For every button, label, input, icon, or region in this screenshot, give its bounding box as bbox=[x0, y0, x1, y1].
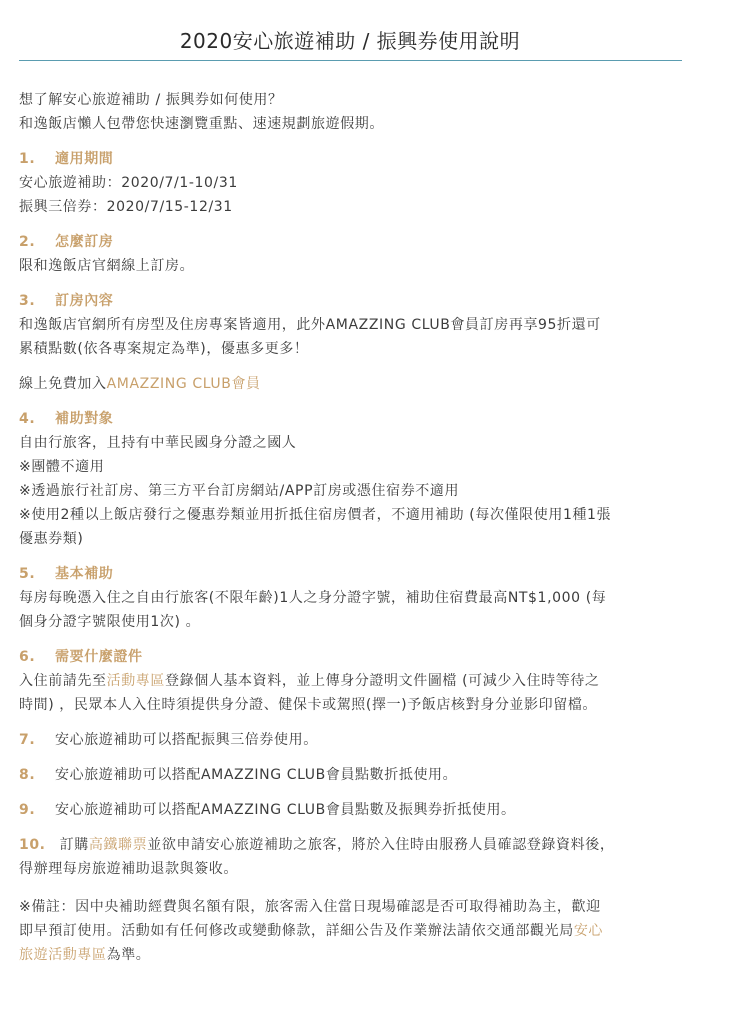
section-1-heading: 1. 適用期間 bbox=[19, 151, 114, 167]
join-club-link[interactable]: AMAZZING CLUB會員 bbox=[106, 376, 261, 392]
section-2-heading: 2. 怎麼訂房 bbox=[19, 234, 114, 250]
note-text: ※備註：因中央補助經費與名額有限，旅客需入住當日現場確認是否可取得補助為主，歡迎 bbox=[19, 899, 601, 915]
section-5-text: 個身分證字號限使用1次) 。 bbox=[19, 614, 201, 630]
title-divider bbox=[19, 60, 682, 61]
section-10: 10. 訂購高鐵聯票並欲申請安心旅遊補助之旅客，將於入住時由服務人員確認登錄資料後， bbox=[19, 837, 615, 853]
tourism-zone-link[interactable]: 安心 bbox=[573, 923, 604, 939]
section-10-text: 得辦理每房旅遊補助退款與簽收。 bbox=[19, 861, 238, 877]
section-4-text: ※透過旅行社訂房、第三方平台訂房網站/APP訂房或憑住宿券不適用 bbox=[19, 483, 460, 499]
note-text: 旅遊活動專區為準。 bbox=[19, 947, 151, 963]
section-5-heading: 5. 基本補助 bbox=[19, 566, 114, 582]
section-7: 7. 安心旅遊補助可以搭配振興三倍券使用。 bbox=[19, 732, 318, 748]
section-5-text: 每房每晚憑入住之自由行旅客(不限年齡)1人之身分證字號，補助住宿費最高NT$1,000 (每 bbox=[19, 590, 607, 606]
article-body bbox=[19, 88, 689, 967]
section-4-text: 優惠券類) bbox=[19, 531, 84, 547]
join-club-line: 線上免費加入AMAZZING CLUB會員 bbox=[19, 376, 261, 392]
section-4-text: ※使用2種以上飯店發行之優惠券類並用折抵住宿房價者，不適用補助 (每次僅限使用1種1張 bbox=[19, 507, 612, 523]
section-9: 9. 安心旅遊補助可以搭配AMAZZING CLUB會員點數及振興券折抵使用。 bbox=[19, 802, 516, 818]
activity-zone-link[interactable]: 活動專區 bbox=[106, 673, 166, 689]
section-3-heading: 3. 訂房內容 bbox=[19, 293, 114, 309]
tourism-zone-link[interactable]: 旅遊活動專區 bbox=[19, 947, 107, 963]
section-3-text: 累積點數(依各專案規定為準)，優惠多更多！ bbox=[19, 341, 309, 357]
section-1-text: 振興三倍券：2020/7/15-12/31 bbox=[19, 199, 233, 215]
intro-line: 和逸飯店懶人包帶您快速瀏覽重點、速速規劃旅遊假期。 bbox=[19, 116, 384, 132]
intro-line: 想了解安心旅遊補助 / 振興券如何使用？ bbox=[19, 92, 283, 108]
section-4-heading: 4. 補助對象 bbox=[19, 411, 114, 427]
section-6-text: 入住前請先至活動專區登錄個人基本資料，並上傳身分證明文件圖檔 (可減少入住時等待之 bbox=[19, 673, 600, 689]
hsr-package-link[interactable]: 高鐵聯票 bbox=[88, 837, 148, 853]
section-4-text: ※團體不適用 bbox=[19, 459, 105, 475]
section-6-heading: 6. 需要什麼證件 bbox=[19, 649, 143, 665]
section-8: 8. 安心旅遊補助可以搭配AMAZZING CLUB會員點數折抵使用。 bbox=[19, 767, 458, 783]
section-2-text: 限和逸飯店官網線上訂房。 bbox=[19, 258, 195, 274]
note-text: 即早預訂使用。活動如有任何修改或變動條款，詳細公告及作業辦法請依交通部觀光局安心 bbox=[19, 923, 604, 939]
section-4-text: 自由行旅客，且持有中華民國身分證之國人 bbox=[19, 435, 297, 451]
section-1-text: 安心旅遊補助：2020/7/1-10/31 bbox=[19, 175, 238, 191]
section-6-text: 時間) ，民眾本人入住時須提供身分證、健保卡或駕照(擇一)予飯店核對身分並影印留檔。 bbox=[19, 697, 598, 713]
section-3-text: 和逸飯店官網所有房型及住房專案皆適用，此外AMAZZING CLUB會員訂房再享95折還可 bbox=[19, 317, 601, 333]
page-title: 2020安心旅遊補助 / 振興券使用說明 bbox=[179, 29, 521, 54]
